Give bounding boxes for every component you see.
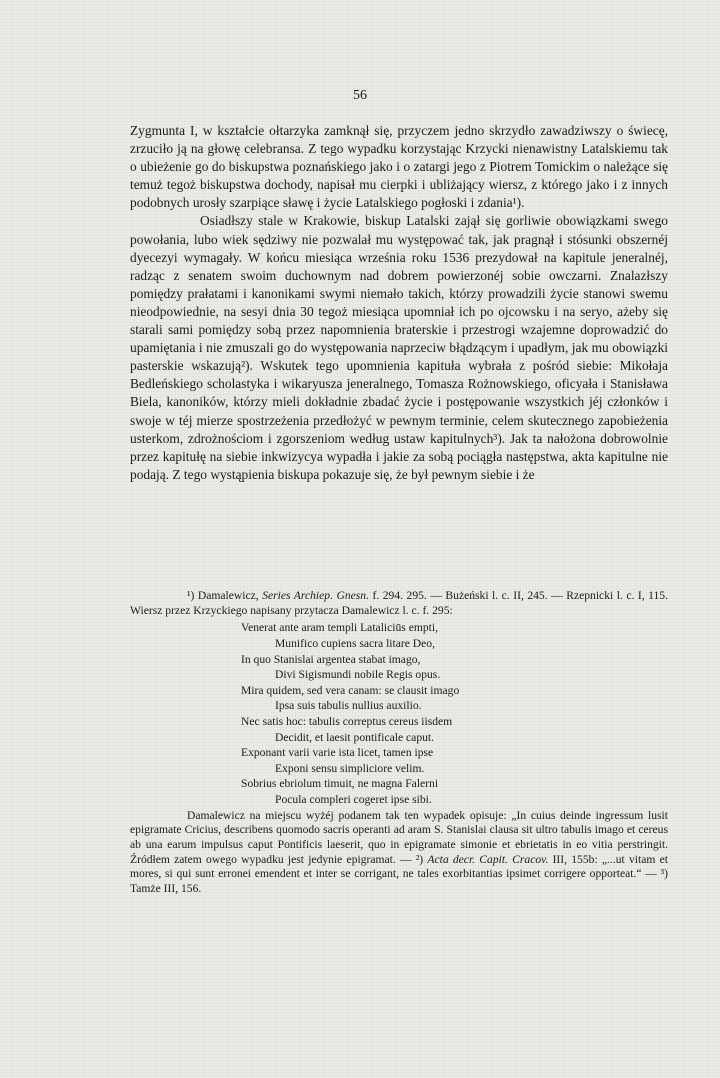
footnote-1-rest: f. 294. 295. — Bużeński l. c. II, 245. — Rzepnicki l. c. I, 115. Wiersz przez Krzyckiego napisany przytacza Damalewicz l. c. f. 295: xyxy=(130,589,668,617)
footnote-1-title: Series Archiep. Gnesn. xyxy=(262,589,369,602)
verse-line: Mira quidem, sed vera canam: se clausit imago xyxy=(241,683,460,697)
verse-line: In quo Stanislai argentea stabat imago, xyxy=(241,652,421,666)
footnote-3-mark: ³) xyxy=(660,867,668,881)
verse-line: Divi Sigismundi nobile Regis opus. xyxy=(275,668,441,682)
verse-line: Exponant varii varie ista licet, tamen ipse xyxy=(241,746,434,760)
footnote-2 xyxy=(130,809,668,897)
main-text xyxy=(130,122,668,484)
paragraph-1: Zygmunta I, w kształcie ołtarzyka zamknął się, przyczem jedno skrzydło zawadziwszy o świecę, zrzuciło ją na głowę celebransa. Z tego wypadku korzystając Krzycki nienawistny Latalskiemu tak o ubieżenie go do biskupstwa poznańskiego jako i o zatargi jego z Piotrem Tomickim o należące się temuż tegoż biskupstwa dochody, napisał mu cierpki i ubliżający wiersz, z którego jako i z innych podobnych urosły szarpiące sławę i życie Latalskiego pogłoski i zdania¹). xyxy=(130,123,668,211)
footnote-3-ref: Tamże III, 156. xyxy=(130,882,202,896)
page-number: 56 xyxy=(353,88,367,103)
paragraph-2: Osiadłszy stale w Krakowie, biskup Latalski zajął się gorliwie obowiązkami swego powołania, lubo wiek sędziwy nie pozwalał mu występować tak, jak pragnął i stósunki obszernéj dyecezyi wymagały. W końcu miesiąca września roku 1536 prezydował na kapitule jeneralnéj, radząc z senatem swoim duchownym nad dobrem powierzonéj sobie owczarni. Znalazłszy pomiędzy prałatami i kanonikami swymi niemało takich, którzy prowadzili życie stanowi swemu nieodpowiednie, na sesyi dnia 30 tegoż miesiąca upomniał ich po ojcowsku i na seryo, ażeby się starali sami pomiędzy sobą przez napomnienia braterskie i przestrogi wzajemne doprowadzić do upamiętania i nie zmuszali go do występowania naprzeciw błądzącym i upadłym, jak mu obowiązki pasterskie wskazują²). Wskutek tego upomnienia kapituła wybrała z pośród siebie: Mikołaja Bedleńskiego scholastyka i wikaryusza jeneralnego, Tomasza Rożnowskiego, oficyała i Stanisława Biela, kanoników, którzy mieli dokładnie zbadać życie i postępowanie wszystkich jéj członków i swoje w téj mierze spostrzeżenia przedłożyć w pewnym terminie, celem skutecznego zapobieżenia usterkom, zdrożnościom i zgorszeniom według ustaw kapitulnych³). Jak ta nałożona dobrowolnie przez kapitułę na siebie inkwizycya wypadła i jakie za sobą pociągła następstwa, akta kapitulne nie podają. Z tego wystąpienia biskupa pokazuje się, że był pewnym siebie i że xyxy=(130,213,668,482)
footnote-1 xyxy=(130,589,668,618)
verse-line: Exponi sensu simpliciore velim. xyxy=(275,761,425,775)
footnote-2-mark: ²) xyxy=(415,852,424,866)
verse-line: Sobrius ebriolum timuit, ne magna Falerni xyxy=(241,777,439,791)
footnote-2-ref: Acta decr. Capit. Cracov. xyxy=(427,852,549,866)
verse-line: Nec satis hoc: tabulis correptus cereus iisdem xyxy=(241,714,453,728)
footnote-2-ref-rest: III, 155b: „...ut vitam et mores, si qui sunt erronei emendent et inter se corrigant, ne tales exorbitantias ipsimet corrigere opporteat.“ — xyxy=(130,852,668,881)
verse-line: Decidit, et laesit pontificale caput. xyxy=(275,730,435,744)
footnote-2-text: Damalewicz na miejscu wyżéj podanem tak ten wypadek opisuje: „In cuius deinde ingressum lusit epigramate Cricius, describens quomodo sacris operanti ad aram S. Stanislai clausa sit ultro tabulis imago et cereus ab una earum impulsus caput Pontificis laeserit, quo in epigramate simonie et ebrietatis in eo vitia perstringit. Źródłem zatem owego wypadku jest jedynie epigramat. — xyxy=(130,808,668,866)
verse-line: Munifico cupiens sacra litare Deo, xyxy=(275,637,435,650)
verse-line: Ipsa suis tabulis nullius auxilio. xyxy=(275,699,422,713)
footnotes xyxy=(130,589,668,897)
latin-verse xyxy=(130,620,668,807)
verse-line: Pocula compleri cogeret ipse sibi. xyxy=(275,792,432,806)
footnote-1-mark: ¹) xyxy=(187,589,195,602)
verse-line: Venerat ante aram templi Lataliciūs empti, xyxy=(241,621,439,635)
footnote-1-author: Damalewicz, xyxy=(197,589,259,602)
